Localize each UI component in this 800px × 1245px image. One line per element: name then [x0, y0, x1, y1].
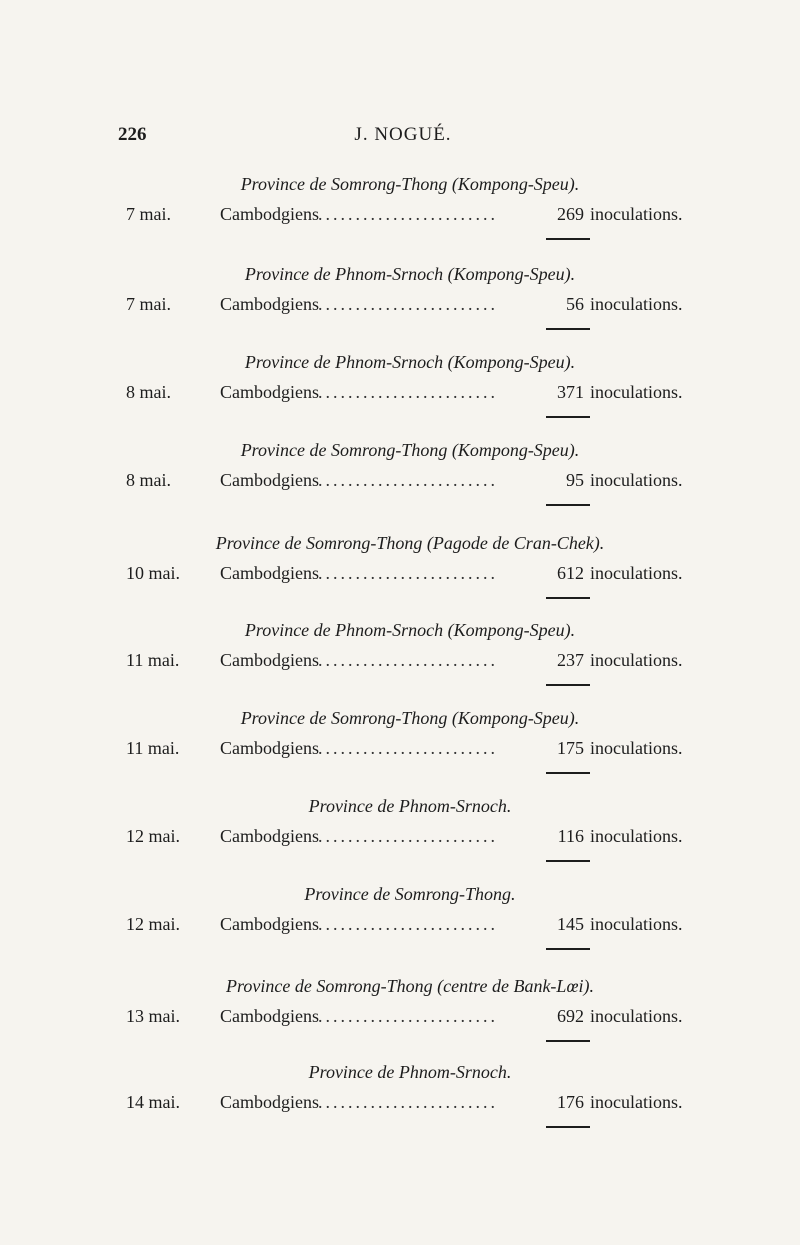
entry-row — [0, 563, 800, 587]
dot-leader: ........................ — [318, 470, 498, 490]
entry — [0, 1062, 800, 1142]
entry-row — [0, 382, 800, 406]
inoculation-unit: inoculations. — [590, 650, 683, 670]
entry-population: Cambodgiens — [220, 914, 319, 934]
entry-population: Cambodgiens — [220, 382, 319, 402]
entry — [0, 174, 800, 254]
inoculation-unit: inoculations. — [590, 1092, 683, 1112]
separator-rule — [546, 328, 590, 330]
entry — [0, 440, 800, 520]
entry-population: Cambodgiens — [220, 1006, 319, 1026]
province-heading: Province de Phnom-Srnoch. — [308, 796, 512, 816]
separator-rule — [546, 860, 590, 862]
dot-leader: ........................ — [318, 294, 498, 314]
entry-date: 12 mai. — [126, 826, 180, 846]
separator-rule — [546, 684, 590, 686]
entry — [0, 264, 800, 344]
running-head-author: J. NOGUÉ. — [354, 124, 452, 145]
entry-date: 11 mai. — [126, 738, 180, 758]
dot-leader: ........................ — [318, 826, 498, 846]
entry-row — [0, 204, 800, 228]
province-heading: Province de Somrong-Thong (Kompong-Speu). — [240, 174, 580, 194]
separator-rule — [546, 772, 590, 774]
inoculation-unit: inoculations. — [590, 826, 683, 846]
entry-date: 10 mai. — [126, 563, 180, 583]
entry-date: 7 mai. — [126, 294, 171, 314]
inoculation-count: 612 — [557, 563, 584, 583]
entry-date: 8 mai. — [126, 382, 171, 402]
entry — [0, 976, 800, 1056]
entry-row — [0, 1092, 800, 1116]
province-heading: Province de Somrong-Thong (Kompong-Speu). — [240, 708, 580, 728]
separator-rule — [546, 504, 590, 506]
entry-population: Cambodgiens — [220, 563, 319, 583]
entry — [0, 352, 800, 432]
entry-population: Cambodgiens — [220, 1092, 319, 1112]
entry-population: Cambodgiens — [220, 650, 319, 670]
province-heading: Province de Somrong-Thong. — [304, 884, 516, 904]
inoculation-count: 145 — [557, 914, 584, 934]
inoculation-unit: inoculations. — [590, 738, 683, 758]
inoculation-count: 95 — [566, 470, 584, 490]
inoculation-unit: inoculations. — [590, 204, 683, 224]
inoculation-count: 116 — [557, 826, 584, 846]
entry-date: 13 mai. — [126, 1006, 180, 1026]
separator-rule — [546, 416, 590, 418]
dot-leader: ........................ — [318, 563, 498, 583]
entry-population: Cambodgiens — [220, 738, 319, 758]
inoculation-count: 175 — [557, 738, 584, 758]
dot-leader: ........................ — [318, 204, 498, 224]
entry-date: 8 mai. — [126, 470, 171, 490]
entry — [0, 620, 800, 700]
dot-leader: ........................ — [318, 738, 498, 758]
separator-rule — [546, 238, 590, 240]
province-heading: Province de Somrong-Thong (centre de Bank-Lœi). — [226, 976, 594, 996]
separator-rule — [546, 597, 590, 599]
entry-row — [0, 826, 800, 850]
entry-population: Cambodgiens — [220, 204, 319, 224]
inoculation-unit: inoculations. — [590, 563, 683, 583]
province-heading: Province de Phnom-Srnoch (Kompong-Speu). — [244, 620, 576, 640]
entry-row — [0, 650, 800, 674]
province-heading: Province de Phnom-Srnoch. — [308, 1062, 512, 1082]
inoculation-count: 237 — [557, 650, 584, 670]
entry-date: 14 mai. — [126, 1092, 180, 1112]
entry — [0, 533, 800, 613]
separator-rule — [546, 1040, 590, 1042]
inoculation-unit: inoculations. — [590, 914, 683, 934]
inoculation-unit: inoculations. — [590, 382, 683, 402]
inoculation-count: 176 — [557, 1092, 584, 1112]
entry — [0, 884, 800, 964]
entry-population: Cambodgiens — [220, 826, 319, 846]
province-heading: Province de Somrong-Thong (Kompong-Speu). — [240, 440, 580, 460]
entry-population: Cambodgiens — [220, 470, 319, 490]
page-number: 226 — [118, 124, 147, 145]
dot-leader: ........................ — [318, 1006, 498, 1026]
separator-rule — [546, 1126, 590, 1128]
entry — [0, 708, 800, 788]
dot-leader: ........................ — [318, 1092, 498, 1112]
dot-leader: ........................ — [318, 914, 498, 934]
separator-rule — [546, 948, 590, 950]
inoculation-count: 692 — [557, 1006, 584, 1026]
page-header — [118, 124, 688, 152]
inoculation-unit: inoculations. — [590, 1006, 683, 1026]
dot-leader: ........................ — [318, 650, 498, 670]
province-heading: Province de Somrong-Thong (Pagode de Cran-Chek). — [215, 533, 605, 553]
inoculation-unit: inoculations. — [590, 294, 683, 314]
dot-leader: ........................ — [318, 382, 498, 402]
entry-population: Cambodgiens — [220, 294, 319, 314]
entry-date: 12 mai. — [126, 914, 180, 934]
entry-row — [0, 294, 800, 318]
inoculation-count: 269 — [557, 204, 584, 224]
province-heading: Province de Phnom-Srnoch (Kompong-Speu). — [244, 352, 576, 372]
entry-row — [0, 470, 800, 494]
inoculation-count: 56 — [566, 294, 584, 314]
entry-row — [0, 738, 800, 762]
inoculation-count: 371 — [557, 382, 584, 402]
entry-row — [0, 1006, 800, 1030]
entry-row — [0, 914, 800, 938]
entry-date: 11 mai. — [126, 650, 180, 670]
entry — [0, 796, 800, 876]
inoculation-unit: inoculations. — [590, 470, 683, 490]
entry-date: 7 mai. — [126, 204, 171, 224]
province-heading: Province de Phnom-Srnoch (Kompong-Speu). — [244, 264, 576, 284]
